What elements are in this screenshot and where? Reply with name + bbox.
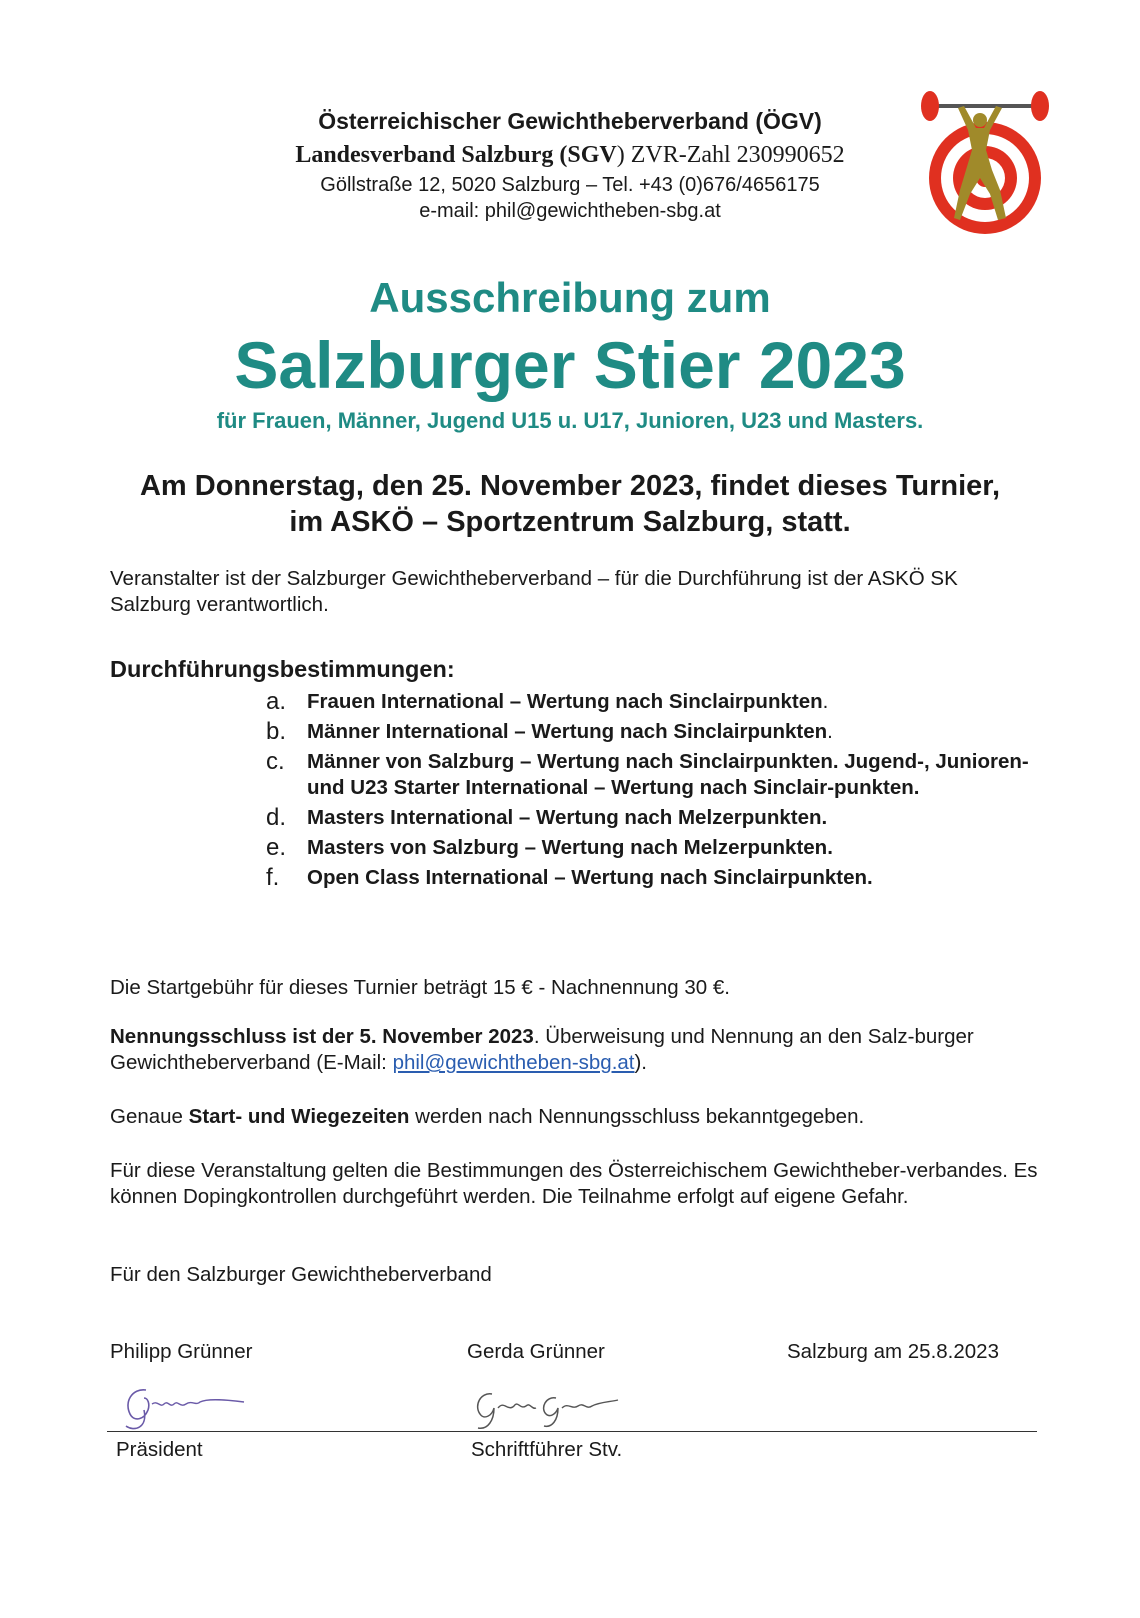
signature-1 xyxy=(118,1380,248,1432)
signer-role-1: Präsident xyxy=(116,1438,203,1461)
place-date: Salzburg am 25.8.2023 xyxy=(787,1340,999,1363)
fee-paragraph: Die Startgebühr für dieses Turnier beträgt 15 € - Nachnennung 30 €. xyxy=(110,976,730,999)
list-marker: d. xyxy=(266,804,287,831)
event-date-line: Am Donnerstag, den 25. November 2023, findet dieses Turnier, xyxy=(139,470,1001,502)
email-line: e-mail: phil@gewichtheben-sbg.at xyxy=(419,200,721,222)
times-paragraph: Genaue Start- und Wiegezeiten werden nach Nennungsschluss bekanntgegeben. xyxy=(110,1105,865,1128)
organizer-paragraph: Veranstalter ist der Salzburger Gewichtheberverband – für die Durchführung ist der ASKÖ SK Salzburg verantwortlich. xyxy=(110,567,958,616)
list-item: c. Männer von Salzburg – Wertung nach Sinclairpunkten. Jugend-, Junioren- und U23 Starter International – Wertung nach Sinclair-punkten. xyxy=(266,748,1029,799)
deadline-paragraph: Nennungsschluss ist der 5. November 2023. Überweisung und Nennung an den Salz-burger Gewichtheberverband (E-Mail: phil@gewichtheben-sbg.at). xyxy=(110,1025,974,1074)
weightlifter-logo xyxy=(920,90,1050,245)
list-marker: e. xyxy=(266,834,287,861)
list-item: a. Frauen International – Wertung nach Sinclairpunkten. xyxy=(266,688,829,715)
list-item: b. Männer International – Wertung nach Sinclairpunkten. xyxy=(266,718,833,745)
list-marker: b. xyxy=(266,718,287,745)
signer-role-2: Schriftführer Stv. xyxy=(471,1438,623,1461)
list-marker: f. xyxy=(266,864,280,891)
address-line: Göllstraße 12, 5020 Salzburg – Tel. +43 (0)676/4656175 xyxy=(320,174,820,196)
list-item: e. Masters von Salzburg – Wertung nach Melzerpunkten. xyxy=(266,834,833,861)
event-venue-line: im ASKÖ – Sportzentrum Salzburg, statt. xyxy=(289,506,851,538)
title-intro: Ausschreibung zum xyxy=(369,274,771,321)
list-item: f. Open Class International – Wertung nach Sinclairpunkten. xyxy=(266,864,873,891)
signature-2 xyxy=(470,1380,620,1432)
rules-list xyxy=(266,689,1046,895)
list-marker: a. xyxy=(266,688,287,715)
organization-name: Österreichischer Gewichtheberverband (ÖGV) xyxy=(318,108,822,134)
signer-name-1: Philipp Grünner xyxy=(110,1340,253,1363)
signature-line xyxy=(107,1431,1037,1432)
event-title: Salzburger Stier 2023 xyxy=(234,328,906,402)
list-item: d. Masters International – Wertung nach Melzerpunkten. xyxy=(266,804,828,831)
landesverband-bold: Landesverband Salzburg (SGV xyxy=(295,142,617,168)
event-date-venue xyxy=(0,468,1140,540)
regulations-paragraph: Für diese Veranstaltung gelten die Bestimmungen des Österreichischem Gewichtheber-verbandes. Es können Dopingkontrollen durchgeführt werden. Die Teilnahme erfolgt auf eigene Gefahr. xyxy=(110,1159,1038,1208)
email-link[interactable]: phil@gewichtheben-sbg.at xyxy=(392,1051,635,1074)
list-marker: c. xyxy=(266,748,285,775)
times-bold: Start- und Wiegezeiten xyxy=(188,1105,410,1128)
rules-heading: Durchführungsbestimmungen: xyxy=(110,656,455,682)
deadline-bold: Nennungsschluss ist der 5. November 2023 xyxy=(110,1025,534,1048)
zvr-number: ) ZVR-Zahl 230990652 xyxy=(616,142,845,168)
landesverband-line xyxy=(220,142,920,169)
closing-line: Für den Salzburger Gewichtheberverband xyxy=(110,1263,492,1286)
signer-name-2: Gerda Grünner xyxy=(467,1340,605,1363)
event-categories: für Frauen, Männer, Jugend U15 u. U17, Junioren, U23 und Masters. xyxy=(216,408,924,433)
